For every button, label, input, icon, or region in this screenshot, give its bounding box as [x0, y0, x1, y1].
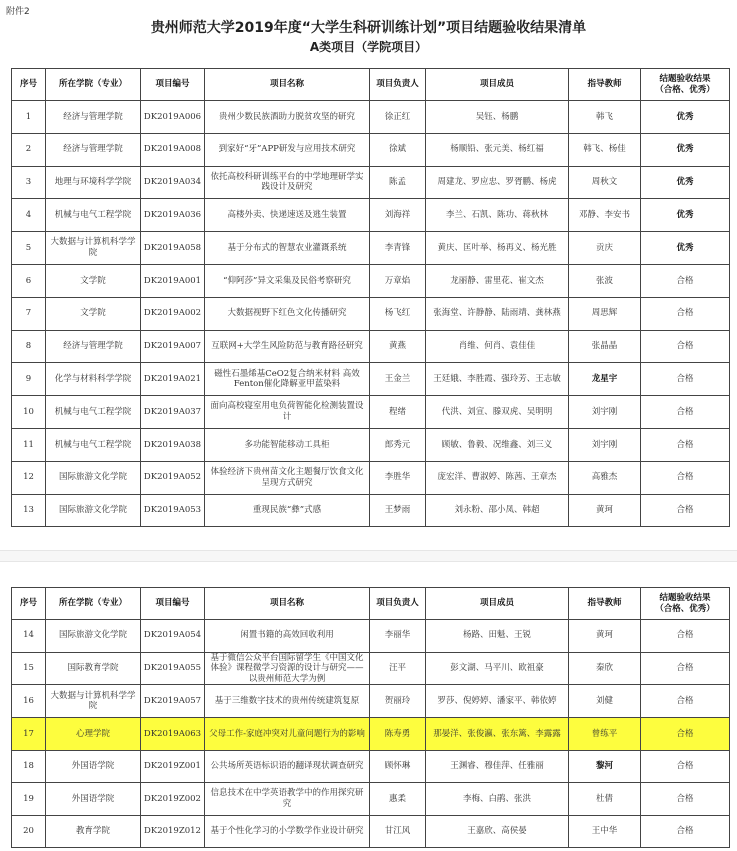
cell-result: 优秀: [641, 133, 730, 166]
cell-advisor: 刘宇刚: [569, 428, 641, 461]
cell-members: 代洪、刘宣、滕双虎、吴明明: [426, 396, 569, 429]
cell-advisor: 黄珂: [569, 620, 641, 653]
cell-leader: 徐斌: [370, 133, 426, 166]
cell-members: 张海堂、许静静、陆雨靖、龚林燕: [426, 297, 569, 330]
table-header-row: [12, 588, 730, 620]
header-leader: 项目负责人: [370, 588, 426, 620]
header-college: 所在学院（专业）: [46, 588, 141, 620]
cell-leader: 李丽华: [370, 620, 426, 653]
table-row: [12, 133, 730, 166]
cell-result: 合格: [641, 297, 730, 330]
cell-leader: 徐正红: [370, 101, 426, 134]
cell-leader: 汪平: [370, 652, 426, 685]
cell-seq: 8: [12, 330, 46, 363]
cell-leader: 李青锋: [370, 232, 426, 265]
cell-project-id: DK2019A002: [141, 297, 205, 330]
document-title: 贵州师范大学2019年度“大学生科研训练计划”项目结题验收结果清单: [150, 20, 587, 36]
table-body: [12, 101, 730, 527]
cell-project-name: 基于微信公众平台国际留学生《中国文化体验》课程微学习资源的设计与研究——以贵州师范大学为例: [205, 652, 370, 685]
table-row: [12, 718, 730, 751]
cell-college: 地理与环境科学学院: [46, 166, 141, 199]
cell-project-id: DK2019A055: [141, 652, 205, 685]
cell-members: 李梅、白鹃、张洪: [426, 783, 569, 816]
cell-project-name: 基于分布式的智慧农业灌溉系统: [205, 232, 370, 265]
cell-leader: 刘海祥: [370, 199, 426, 232]
header-advisor: 指导教师: [569, 588, 641, 620]
header-project-id: 项目编号: [141, 588, 205, 620]
cell-seq: 12: [12, 461, 46, 494]
cell-members: 吴钰、杨鹏: [426, 101, 569, 134]
cell-project-name: 重现民族“彝”式感: [205, 494, 370, 527]
cell-result: 合格: [641, 363, 730, 396]
cell-college: 教育学院: [46, 815, 141, 848]
header-members: 项目成员: [426, 588, 569, 620]
cell-seq: 9: [12, 363, 46, 396]
cell-project-id: DK2019A036: [141, 199, 205, 232]
cell-seq: 19: [12, 783, 46, 816]
cell-project-name: 高楼外卖、快递速送及逃生装置: [205, 199, 370, 232]
cell-seq: 5: [12, 232, 46, 265]
table-row: [12, 815, 730, 848]
cell-members: 杨路、田魁、王锐: [426, 620, 569, 653]
cell-college: 国际教育学院: [46, 652, 141, 685]
cell-college: 外国语学院: [46, 750, 141, 783]
cell-college: 文学院: [46, 297, 141, 330]
cell-seq: 7: [12, 297, 46, 330]
table-row: [12, 166, 730, 199]
cell-college: 心理学院: [46, 718, 141, 751]
cell-project-id: DK2019A054: [141, 620, 205, 653]
cell-result: 合格: [641, 264, 730, 297]
cell-college: 国际旅游文化学院: [46, 494, 141, 527]
cell-members: 王渊睿、穆佳萍、任雅丽: [426, 750, 569, 783]
cell-leader: 万章焰: [370, 264, 426, 297]
cell-project-name: 到家好“牙”APP研发与应用技术研究: [205, 133, 370, 166]
cell-members: 王廷娥、李胜霞、强玲芳、王志敏: [426, 363, 569, 396]
table-row: [12, 750, 730, 783]
cell-project-name: 信息技术在中学英语教学中的作用探究研究: [205, 783, 370, 816]
cell-project-id: DK2019A053: [141, 494, 205, 527]
cell-seq: 14: [12, 620, 46, 653]
cell-leader: 甘江风: [370, 815, 426, 848]
cell-result: 合格: [641, 685, 730, 718]
cell-result: 合格: [641, 494, 730, 527]
cell-leader: 惠柔: [370, 783, 426, 816]
cell-advisor: 贡庆: [569, 232, 641, 265]
cell-result: 合格: [641, 428, 730, 461]
cell-project-id: DK2019A038: [141, 428, 205, 461]
cell-project-id: DK2019A058: [141, 232, 205, 265]
cell-project-id: DK2019Z012: [141, 815, 205, 848]
cell-project-name: 磁性石墨烯基CeO2复合纳米材料 高效Fenton催化降解亚甲蓝染料: [205, 363, 370, 396]
table-row: [12, 264, 730, 297]
header-result: 结题验收结果 （合格、优秀）: [641, 69, 730, 101]
cell-seq: 16: [12, 685, 46, 718]
header-project-id: 项目编号: [141, 69, 205, 101]
table-row: [12, 297, 730, 330]
cell-result: 合格: [641, 330, 730, 363]
cell-seq: 15: [12, 652, 46, 685]
table-header-row: [12, 69, 730, 101]
cell-college: 文学院: [46, 264, 141, 297]
cell-project-name: 基于三维数字技术的贵州传统建筑复原: [205, 685, 370, 718]
cell-members: 庞宏洋、曹淑婷、陈茜、王章杰: [426, 461, 569, 494]
cell-project-name: 互联网+大学生风险防范与教育路径研究: [205, 330, 370, 363]
cell-project-id: DK2019A021: [141, 363, 205, 396]
cell-college: 外国语学院: [46, 783, 141, 816]
cell-members: 顾敏、鲁毅、况维鑫、刘三义: [426, 428, 569, 461]
cell-seq: 10: [12, 396, 46, 429]
cell-project-name: 贵州少数民族酒助力脱贫攻坚的研究: [205, 101, 370, 134]
cell-seq: 6: [12, 264, 46, 297]
cell-seq: 17: [12, 718, 46, 751]
cell-advisor: 刘宇刚: [569, 396, 641, 429]
cell-members: 周建龙、罗应忠、罗胥鹏、杨虎: [426, 166, 569, 199]
cell-project-id: DK2019A007: [141, 330, 205, 363]
header-result: 结题验收结果 （合格、优秀）: [641, 588, 730, 620]
document-subtitle: A类项目（学院项目）: [309, 40, 428, 54]
cell-result: 优秀: [641, 199, 730, 232]
cell-project-id: DK2019A034: [141, 166, 205, 199]
cell-result: 合格: [641, 652, 730, 685]
cell-seq: 3: [12, 166, 46, 199]
cell-college: 化学与材料科学学院: [46, 363, 141, 396]
table-body: [12, 620, 730, 848]
table-row: [12, 363, 730, 396]
cell-advisor: 黄珂: [569, 494, 641, 527]
cell-advisor: 王中华: [569, 815, 641, 848]
cell-result: 优秀: [641, 232, 730, 265]
header-college: 所在学院（专业）: [46, 69, 141, 101]
cell-college: 国际旅游文化学院: [46, 620, 141, 653]
header-project-name: 项目名称: [205, 588, 370, 620]
cell-leader: 王金兰: [370, 363, 426, 396]
cell-college: 机械与电气工程学院: [46, 199, 141, 232]
cell-result: 合格: [641, 396, 730, 429]
cell-advisor: 龙星宇: [569, 363, 641, 396]
cell-result: 合格: [641, 461, 730, 494]
cell-project-id: DK2019A052: [141, 461, 205, 494]
table-row: [12, 620, 730, 653]
cell-project-id: DK2019A057: [141, 685, 205, 718]
cell-project-id: DK2019Z002: [141, 783, 205, 816]
cell-members: 黄庆、匡叶举、杨再义、杨光胜: [426, 232, 569, 265]
cell-result: 合格: [641, 815, 730, 848]
cell-college: 大数据与计算机科学学院: [46, 685, 141, 718]
cell-college: 大数据与计算机科学学院: [46, 232, 141, 265]
results-table-page2: [11, 587, 730, 848]
cell-members: 王嘉欣、高侯晏: [426, 815, 569, 848]
cell-advisor: 邓静、李安书: [569, 199, 641, 232]
cell-leader: 程绪: [370, 396, 426, 429]
table-row: [12, 783, 730, 816]
table-row: [12, 232, 730, 265]
cell-seq: 11: [12, 428, 46, 461]
header-seq: 序号: [12, 69, 46, 101]
cell-leader: 郎秀元: [370, 428, 426, 461]
table-row: [12, 330, 730, 363]
cell-college: 机械与电气工程学院: [46, 396, 141, 429]
cell-seq: 13: [12, 494, 46, 527]
cell-advisor: 高雅杰: [569, 461, 641, 494]
cell-result: 合格: [641, 750, 730, 783]
attachment-label: 附件2: [6, 7, 30, 17]
cell-project-name: 依托高校科研训练平台的中学地理研学实践设计及研究: [205, 166, 370, 199]
results-table-page1: [11, 68, 730, 527]
table-row: [12, 396, 730, 429]
cell-advisor: 周秋文: [569, 166, 641, 199]
header-advisor: 指导教师: [569, 69, 641, 101]
cell-project-id: DK2019A008: [141, 133, 205, 166]
cell-seq: 18: [12, 750, 46, 783]
cell-result: 优秀: [641, 101, 730, 134]
cell-seq: 20: [12, 815, 46, 848]
cell-seq: 4: [12, 199, 46, 232]
table-row: [12, 685, 730, 718]
cell-result: 合格: [641, 718, 730, 751]
cell-members: 那晏洋、张俊瀛、张东篱、李露露: [426, 718, 569, 751]
cell-college: 经济与管理学院: [46, 133, 141, 166]
cell-result: 优秀: [641, 166, 730, 199]
cell-advisor: 秦欣: [569, 652, 641, 685]
cell-project-id: DK2019A006: [141, 101, 205, 134]
cell-project-name: 公共场所英语标识语的翻译现状调查研究: [205, 750, 370, 783]
header-seq: 序号: [12, 588, 46, 620]
cell-members: 杨顺铅、张元美、杨红福: [426, 133, 569, 166]
cell-project-name: 基于个性化学习的小学数学作业设计研究: [205, 815, 370, 848]
cell-members: 罗莎、倪婷婷、潘家平、韩依婷: [426, 685, 569, 718]
cell-project-id: DK2019A037: [141, 396, 205, 429]
cell-advisor: 曾练平: [569, 718, 641, 751]
cell-advisor: 韩飞、杨佳: [569, 133, 641, 166]
cell-project-id: DK2019A063: [141, 718, 205, 751]
cell-leader: 陈孟: [370, 166, 426, 199]
cell-members: 龙丽静、雷里花、崔文杰: [426, 264, 569, 297]
table-row: [12, 199, 730, 232]
cell-project-name: 多功能智能移动工具柜: [205, 428, 370, 461]
cell-advisor: 张晶晶: [569, 330, 641, 363]
cell-project-name: 大数据视野下红色文化传播研究: [205, 297, 370, 330]
cell-college: 机械与电气工程学院: [46, 428, 141, 461]
cell-leader: 贺丽玲: [370, 685, 426, 718]
cell-college: 国际旅游文化学院: [46, 461, 141, 494]
cell-seq: 1: [12, 101, 46, 134]
cell-project-name: 父母工作-家庭冲突对儿童问题行为的影响: [205, 718, 370, 751]
cell-advisor: 黎河: [569, 750, 641, 783]
cell-members: 刘永粉、邵小凤、韩超: [426, 494, 569, 527]
table-row: [12, 428, 730, 461]
cell-leader: 顾怀琳: [370, 750, 426, 783]
header-members: 项目成员: [426, 69, 569, 101]
table-row: [12, 494, 730, 527]
cell-project-name: 体验经济下贵州苗文化主题餐厅饮食文化呈现方式研究: [205, 461, 370, 494]
table-row: [12, 101, 730, 134]
cell-leader: 黄燕: [370, 330, 426, 363]
cell-members: 肖维、何肖、袁佳佳: [426, 330, 569, 363]
cell-project-name: 面向高校寝室用电负荷智能化检测装置设计: [205, 396, 370, 429]
cell-result: 合格: [641, 620, 730, 653]
cell-project-id: DK2019Z001: [141, 750, 205, 783]
cell-members: 李兰、石凯、陈功、蒋秋林: [426, 199, 569, 232]
cell-project-name: 闲置书籍的高效回收利用: [205, 620, 370, 653]
cell-advisor: 刘健: [569, 685, 641, 718]
cell-members: 彭文湖、马平川、欧祖豪: [426, 652, 569, 685]
cell-advisor: 周思辉: [569, 297, 641, 330]
cell-college: 经济与管理学院: [46, 330, 141, 363]
cell-leader: 杨飞红: [370, 297, 426, 330]
table-row: [12, 652, 730, 685]
cell-seq: 2: [12, 133, 46, 166]
page-break: [0, 550, 737, 562]
cell-leader: 王梦雨: [370, 494, 426, 527]
cell-leader: 李胜华: [370, 461, 426, 494]
cell-college: 经济与管理学院: [46, 101, 141, 134]
header-project-name: 项目名称: [205, 69, 370, 101]
cell-leader: 陈寿勇: [370, 718, 426, 751]
cell-project-name: “仰阿莎”异文采集及民俗考察研究: [205, 264, 370, 297]
table-row: [12, 461, 730, 494]
cell-advisor: 杜倩: [569, 783, 641, 816]
cell-advisor: 张波: [569, 264, 641, 297]
cell-project-id: DK2019A001: [141, 264, 205, 297]
cell-advisor: 韩飞: [569, 101, 641, 134]
header-leader: 项目负责人: [370, 69, 426, 101]
cell-result: 合格: [641, 783, 730, 816]
